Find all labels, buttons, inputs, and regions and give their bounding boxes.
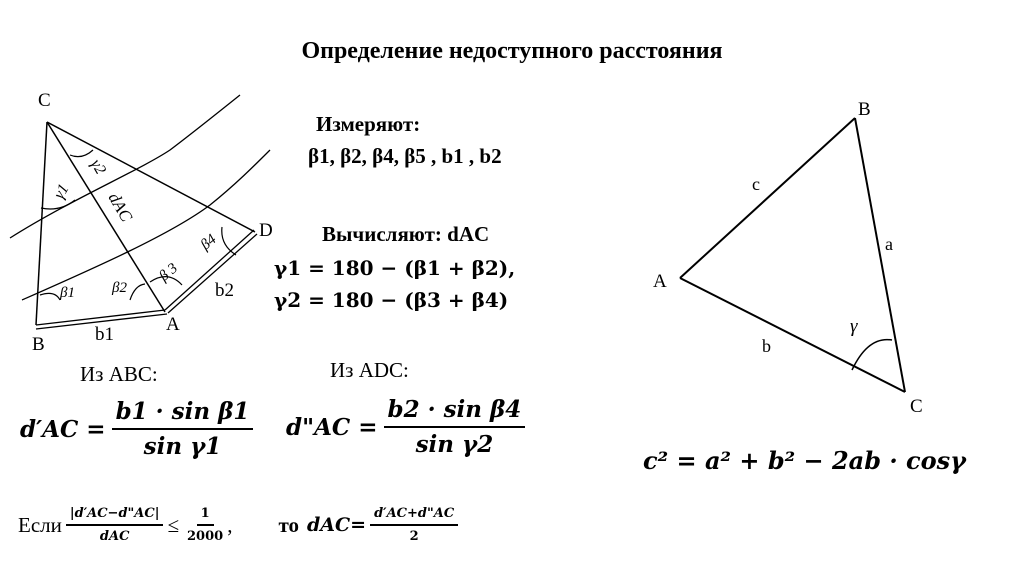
adc-label: Из ADC: <box>330 358 409 382</box>
adc-numerator: b2 · sin β4 <box>384 396 526 428</box>
arc-gamma1 <box>41 200 75 209</box>
abc-lhs: d′AC = <box>20 415 106 443</box>
if-word: Если <box>18 512 62 537</box>
result-denominator: 2 <box>409 529 419 544</box>
measure-heading: Измеряют: <box>316 112 421 136</box>
abc-numerator: b1 · sin β1 <box>112 398 254 430</box>
side-c-line <box>680 118 855 278</box>
tolerance-condition <box>18 506 458 544</box>
tolerance-denominator: 2000 <box>187 529 224 544</box>
beta1-label: β1 <box>60 285 75 301</box>
cosine-law-formula: c² = a² + b² − 2ab · cosγ <box>643 446 967 475</box>
measure-list: β1, β2, β4, β5 , b1 , b2 <box>308 144 502 168</box>
b2-label: b2 <box>215 280 234 301</box>
abc-formula <box>20 398 253 460</box>
diff-numerator: |d′AC−d"AC| <box>66 506 164 526</box>
page-title: Определение недоступного расстояния <box>301 38 723 64</box>
gamma-arc <box>852 340 892 370</box>
point-C-label: C <box>38 90 51 111</box>
point-B-label: B <box>32 334 45 355</box>
beta2-label: β2 <box>112 280 127 296</box>
arc-gamma2 <box>70 150 93 157</box>
compute-heading: Вычисляют: dAC <box>322 222 490 246</box>
then-word: то <box>278 512 299 537</box>
side-a-line <box>855 118 905 392</box>
comma: , <box>227 512 233 537</box>
abc-denominator: sin γ1 <box>143 433 222 460</box>
abc-label: Из ABC: <box>80 362 158 386</box>
side-a-label: a <box>885 234 893 254</box>
vertex-A-label: A <box>653 271 667 292</box>
dAC-label: dAC <box>104 189 137 225</box>
arc-beta1 <box>40 293 60 300</box>
tolerance-numerator: 1 <box>197 506 214 526</box>
b1-label: b1 <box>95 324 114 345</box>
road-edge-lower <box>22 150 270 300</box>
vertex-B-label: B <box>858 99 871 120</box>
angle-gamma-label: γ <box>850 316 858 337</box>
line-CA <box>47 122 165 312</box>
beta3-label: β 3 <box>156 260 181 285</box>
gamma1-formula: γ1 = 180 − (β1 + β2), <box>274 256 516 280</box>
side-c-label: c <box>752 174 760 194</box>
gamma1-label: γ1 <box>50 181 73 203</box>
gamma2-formula: γ2 = 180 − (β3 + β4) <box>274 288 509 312</box>
adc-formula <box>286 396 525 458</box>
side-b-line <box>680 278 905 392</box>
point-D-label: D <box>259 220 273 241</box>
side-b-label: b <box>762 336 771 356</box>
beta4-label: β4 <box>197 231 220 254</box>
point-A-label: A <box>166 314 180 335</box>
arc-beta4 <box>222 227 236 255</box>
vertex-C-label: C <box>910 396 923 417</box>
result-numerator: d′AC+d"AC <box>370 506 458 526</box>
gamma2-label: γ2 <box>87 156 109 178</box>
result-lhs: dAC= <box>307 514 367 536</box>
diff-denominator: dAC <box>99 529 130 544</box>
adc-lhs: d"AC = <box>286 413 378 441</box>
leq-sign: ≤ <box>167 512 180 537</box>
arc-beta2 <box>130 284 145 300</box>
line-CD <box>47 122 255 232</box>
adc-denominator: sin γ2 <box>415 431 494 458</box>
line-b1-a <box>36 310 165 325</box>
